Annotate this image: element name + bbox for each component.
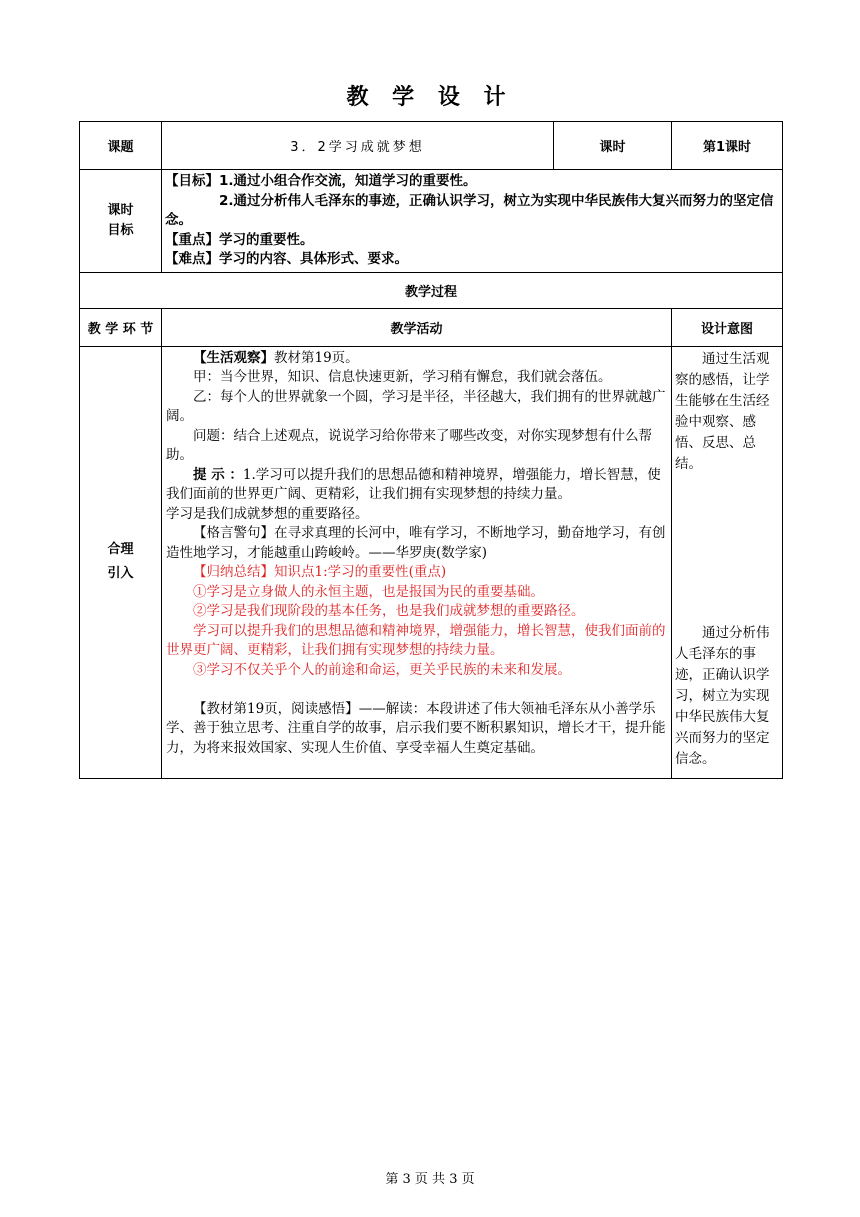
- point-2: ②学习是我们现阶段的基本任务，也是我们成就梦想的重要路径。: [193, 603, 585, 619]
- period-label: 课时: [554, 122, 672, 170]
- motto: 【格言警句】在寻求真理的长河中，唯有学习，不断地学习，勤奋地学习，有创造性地学习，才能越重山跨峻岭。——华罗庚(数学家): [166, 525, 666, 561]
- objectives-cell: [162, 170, 783, 273]
- viewpoint-a: 甲：当今世界，知识、信息快速更新，学习稍有懈怠，我们就会落伍。: [193, 369, 612, 385]
- objectives-label-line2: 目标: [107, 222, 134, 238]
- stage-line2: 引入: [107, 566, 134, 581]
- page-footer: 第 3 页 共 3 页: [385, 1172, 475, 1187]
- stage-line1: 合理: [107, 542, 134, 557]
- objectives-label: [80, 170, 162, 273]
- difficult-point: 【难点】学习的内容、具体形式、要求。: [165, 251, 408, 267]
- topic-label: 课题: [80, 122, 162, 170]
- spacer: [166, 680, 667, 700]
- intent-note-2: 通过分析伟人毛泽东的事迹，正确认识学习，树立为实现中华民族伟大复兴而努力的坚定信念。: [675, 624, 770, 767]
- objective-line-1: 【目标】1.通过小组合作交流，知道学习的重要性。: [165, 173, 477, 189]
- life-observation: 【生活观察】教材第19页。: [193, 349, 359, 366]
- intent-column-header: 设计意图: [672, 308, 783, 346]
- lesson-plan-table: [79, 121, 783, 779]
- hint-conclusion: 学习是我们成就梦想的重要路径。: [166, 505, 369, 522]
- objectives-label-line1: 课时: [107, 202, 134, 218]
- activity-cell: [162, 346, 672, 778]
- point-1: ①学习是立身做人的永恒主题，也是报国为民的重要基础。: [193, 583, 544, 600]
- hint: 提 示 ：1.学习可以提升我们的思想品德和精神境界，增强能力，增长智慧，使我们面前的世界更广阔、更精彩，让我们拥有实现梦想的持续力量。: [166, 466, 661, 502]
- document-title: 教 学 设 计: [346, 85, 514, 110]
- viewpoint-b: 乙：每个人的世界就象一个圆，学习是半径，半径越大，我们拥有的世界就越广阔。: [166, 388, 666, 424]
- intent-note-1: 通过生活观察的感悟，让学生能够在生活经验中观察、感悟、反思、总结。: [675, 350, 770, 472]
- point-3: ③学习不仅关乎个人的前途和命运，更关乎民族的未来和发展。: [193, 661, 571, 678]
- reading-reflection: 【教材第19页，阅读感悟】——解读：本段讲述了伟大领袖毛泽东从小善学乐学、善于独立思考、注重自学的故事，启示我们要不断积累知识，增长才干，提升能力，为将来报效国家、实现人生价值、享受幸福人生奠定基础。: [166, 700, 666, 756]
- period-value: 第1课时: [672, 122, 783, 170]
- process-heading: 教学过程: [80, 272, 783, 308]
- activity-column-header: 教学活动: [162, 308, 672, 346]
- stage-cell: [80, 346, 162, 778]
- stage-column-header: 教 学 环 节: [80, 308, 162, 346]
- topic-value: 3．2学习成就梦想: [162, 122, 554, 170]
- question: 问题：结合上述观点，说说学习给你带来了哪些改变，对你实现梦想有什么帮助。: [166, 427, 652, 463]
- objective-line-2: 2.通过分析伟人毛泽东的事迹，正确认识学习，树立为实现中华民族伟大复兴而努力的坚定信念。: [165, 192, 774, 228]
- intent-cell: [672, 346, 783, 778]
- summary: 【归纳总结】知识点1:学习的重要性(重点): [193, 564, 447, 580]
- key-point: 【重点】学习的重要性。: [165, 231, 314, 248]
- point-2-detail: 学习可以提升我们的思想品德和精神境界，增强能力，增长智慧，使我们面前的世界更广阔、更精彩，让我们拥有实现梦想的持续力量。: [166, 622, 666, 658]
